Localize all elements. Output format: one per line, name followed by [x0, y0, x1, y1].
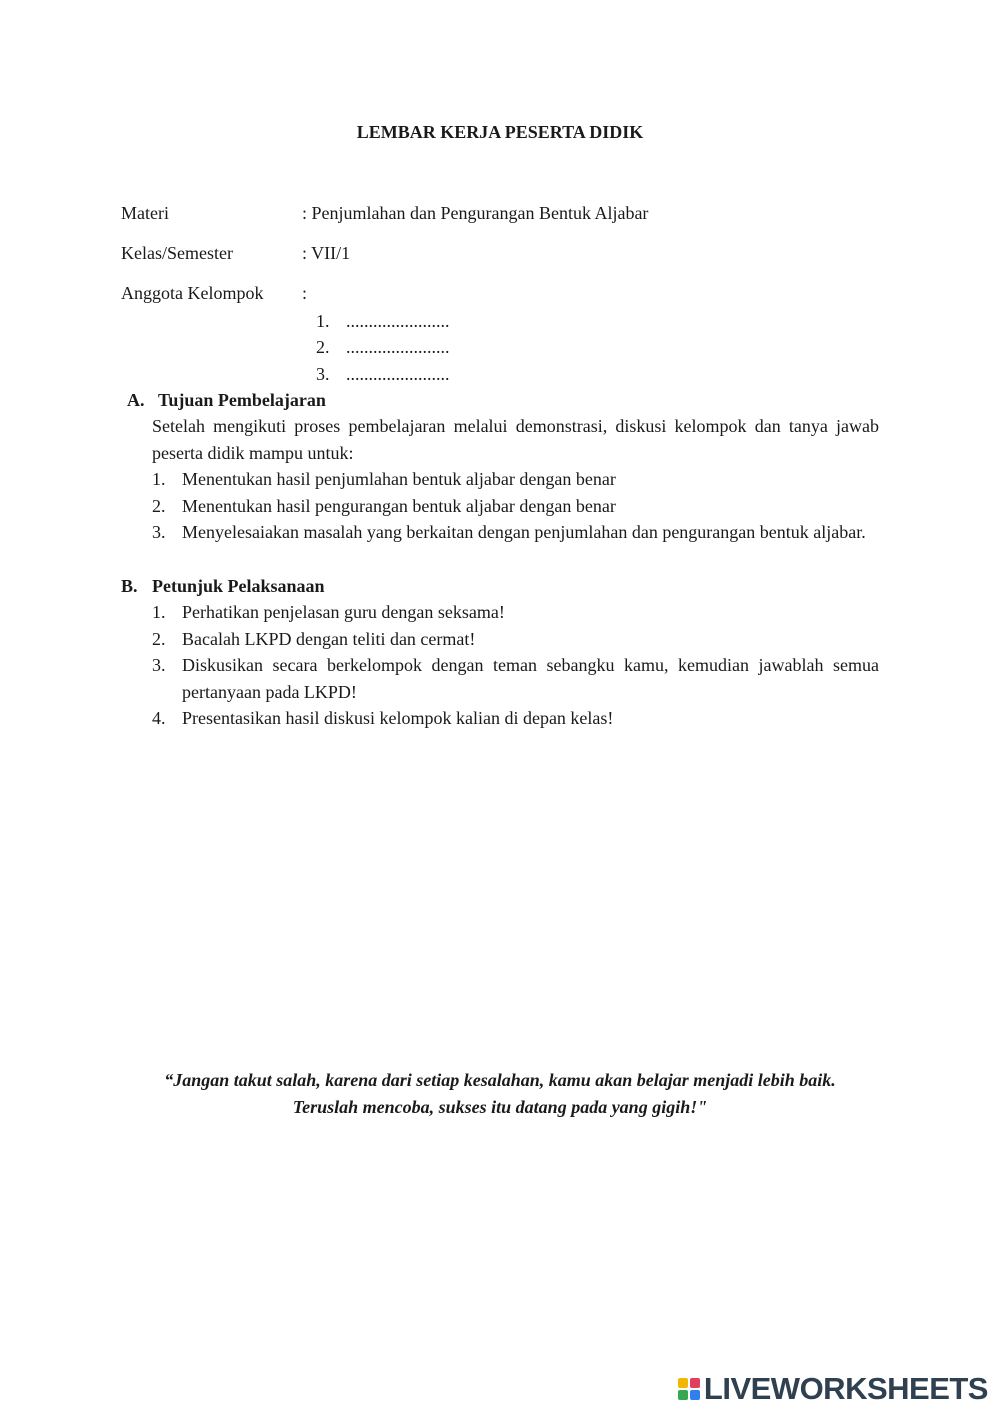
field-label-anggota: Anggota Kelompok: [121, 283, 264, 303]
member-entry-2[interactable]: [316, 337, 450, 358]
section-b-letter: B.: [121, 576, 138, 596]
instruction-text: Diskusikan secara berkelompok dengan teman sebangku kamu, kemudian jawablah semua pertanyaan pada LKPD!: [182, 655, 879, 702]
instruction-number: 1.: [152, 602, 166, 622]
instruction-text: Presentasikan hasil diskusi kelompok kalian di depan kelas!: [182, 708, 614, 728]
instruction-number: 3.: [152, 655, 166, 675]
member-entry-1[interactable]: [316, 311, 450, 332]
instruction-item-3: [152, 652, 879, 705]
instruction-item-4: [152, 705, 879, 732]
section-a-title: Tujuan Pembelajaran: [158, 390, 326, 410]
member-blank: .......................: [346, 311, 450, 331]
motivational-quote-line-1: “Jangan takut salah, karena dari setiap kesalahan, kamu akan belajar menjadi lebih baik.: [164, 1070, 836, 1090]
field-value-kelas: : VII/1: [302, 243, 351, 263]
instruction-item-2: [152, 626, 879, 653]
liveworksheets-logo[interactable]: [678, 1371, 988, 1407]
instruction-number: 4.: [152, 708, 166, 728]
member-number: 1.: [316, 311, 330, 331]
section-b-heading: [121, 576, 325, 597]
goal-number: 1.: [152, 469, 166, 489]
goal-item-1: [152, 466, 879, 493]
instruction-item-1: [152, 599, 879, 626]
section-a-heading: [127, 390, 326, 411]
member-entry-3[interactable]: [316, 364, 450, 385]
liveworksheets-wordmark: LIVEWORKSHEETS: [703, 1371, 988, 1406]
goal-item-3: [152, 519, 879, 546]
section-b-title: Petunjuk Pelaksanaan: [152, 576, 325, 596]
instruction-text: Bacalah LKPD dengan teliti dan cermat!: [182, 629, 476, 649]
field-value-anggota: :: [302, 283, 308, 303]
goal-number: 2.: [152, 496, 166, 516]
field-value-materi: : Penjumlahan dan Pengurangan Bentuk Aljabar: [302, 203, 649, 223]
goal-text: Menentukan hasil pengurangan bentuk aljabar dengan benar: [182, 496, 616, 516]
member-number: 3.: [316, 364, 330, 384]
section-a-intro: Setelah mengikuti proses pembelajaran melalui demonstrasi, diskusi kelompok dan tanya jawab peserta didik mampu untuk:: [152, 416, 879, 463]
member-blank: .......................: [346, 364, 450, 384]
liveworksheets-logo-icon: [678, 1378, 700, 1400]
motivational-quote-line-2: Teruslah mencoba, sukses itu datang pada yang gigih!": [292, 1097, 708, 1117]
goal-item-2: [152, 493, 879, 520]
member-number: 2.: [316, 337, 330, 357]
goal-text: Menyelesaiakan masalah yang berkaitan dengan penjumlahan dan pengurangan bentuk aljabar.: [182, 522, 866, 542]
goal-number: 3.: [152, 522, 166, 542]
field-label-materi: Materi: [121, 203, 169, 223]
field-label-kelas: Kelas/Semester: [121, 243, 233, 263]
goal-text: Menentukan hasil penjumlahan bentuk aljabar dengan benar: [182, 469, 616, 489]
section-a-letter: A.: [127, 390, 145, 410]
document-title: LEMBAR KERJA PESERTA DIDIK: [356, 122, 644, 142]
instruction-text: Perhatikan penjelasan guru dengan seksama!: [182, 602, 505, 622]
instruction-number: 2.: [152, 629, 166, 649]
member-blank: .......................: [346, 337, 450, 357]
